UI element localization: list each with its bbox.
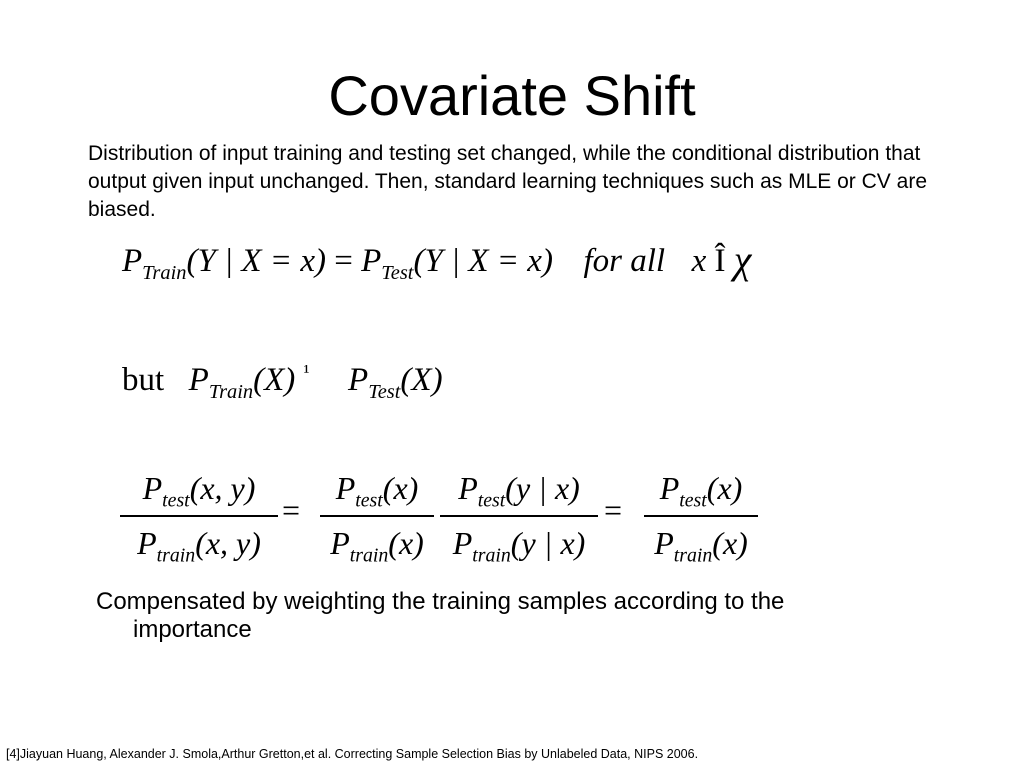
prob-symbol: P — [361, 243, 382, 279]
subscript-test: Test — [368, 380, 401, 403]
subscript-test: Test — [381, 261, 414, 284]
prob-symbol: P — [122, 243, 143, 279]
conditional-expression: (Y | X = x) — [186, 243, 326, 279]
fraction-bar — [644, 515, 758, 517]
fraction-denominator: $P_{train}(y$ | x) — [452, 525, 586, 567]
but-text: but — [122, 362, 165, 398]
argument-x: (X) — [253, 362, 296, 398]
reference-footnote: [4]Jiayuan Huang, Alexander J. Smola,Arthur Gretton,et al. Correcting Sample Selection Bias by Unlabeled Data, NIPS 2006. — [6, 747, 699, 761]
equals-sign: = — [282, 492, 301, 528]
fraction-numerator: $P_{test}(x)$ — [659, 470, 743, 512]
chi-symbol: χ — [733, 237, 752, 282]
prob-symbol: P — [188, 362, 209, 398]
for-all-text: for all — [583, 243, 666, 279]
argument-x: (X) — [400, 362, 443, 398]
not-equal-glyph: ¹ — [303, 361, 310, 383]
compensation-text — [96, 588, 956, 644]
fraction-denominator: $P_{train}(x)$ — [330, 525, 424, 567]
fraction-conditional — [440, 466, 598, 565]
equation-marginal-inequality — [122, 350, 443, 414]
intro-paragraph: Distribution of input training and testing set changed, while the conditional distribution that output given input unchanged. Then, standard learning techniques such as MLE or CV are biased. — [88, 142, 927, 221]
fraction-joint — [120, 466, 278, 565]
slide-title: Covariate Shift — [328, 64, 696, 127]
element-of-glyph: Î — [714, 243, 726, 279]
equation-conditional-equality — [122, 238, 751, 295]
conditional-expression: (Y | X = x) — [413, 243, 553, 279]
fraction-bar — [320, 515, 434, 517]
compensation-line-1: Compensated by weighting the training samples according to the — [96, 588, 785, 615]
prob-symbol: P — [348, 362, 369, 398]
equals-sign: = — [334, 243, 353, 279]
subscript-train: Train — [142, 261, 187, 284]
fraction-denominator: $P_{train}(x$, y) — [137, 525, 261, 567]
fraction-importance — [644, 466, 758, 565]
equals-sign: = — [604, 492, 623, 528]
subscript-train: Train — [208, 380, 254, 403]
fraction-bar — [440, 515, 598, 517]
fraction-numerator: $P_{test}(x$, y) — [142, 470, 256, 512]
compensation-line-2: importance — [133, 616, 252, 643]
variable-x: x — [691, 243, 707, 279]
fraction-numerator: $P_{test}(x)$ — [335, 470, 419, 512]
fraction-marginal — [320, 466, 434, 565]
fraction-numerator: $P_{test}(y$ | x) — [458, 470, 580, 512]
fraction-bar — [120, 515, 278, 517]
fraction-denominator: $P_{train}(x)$ — [654, 525, 748, 567]
